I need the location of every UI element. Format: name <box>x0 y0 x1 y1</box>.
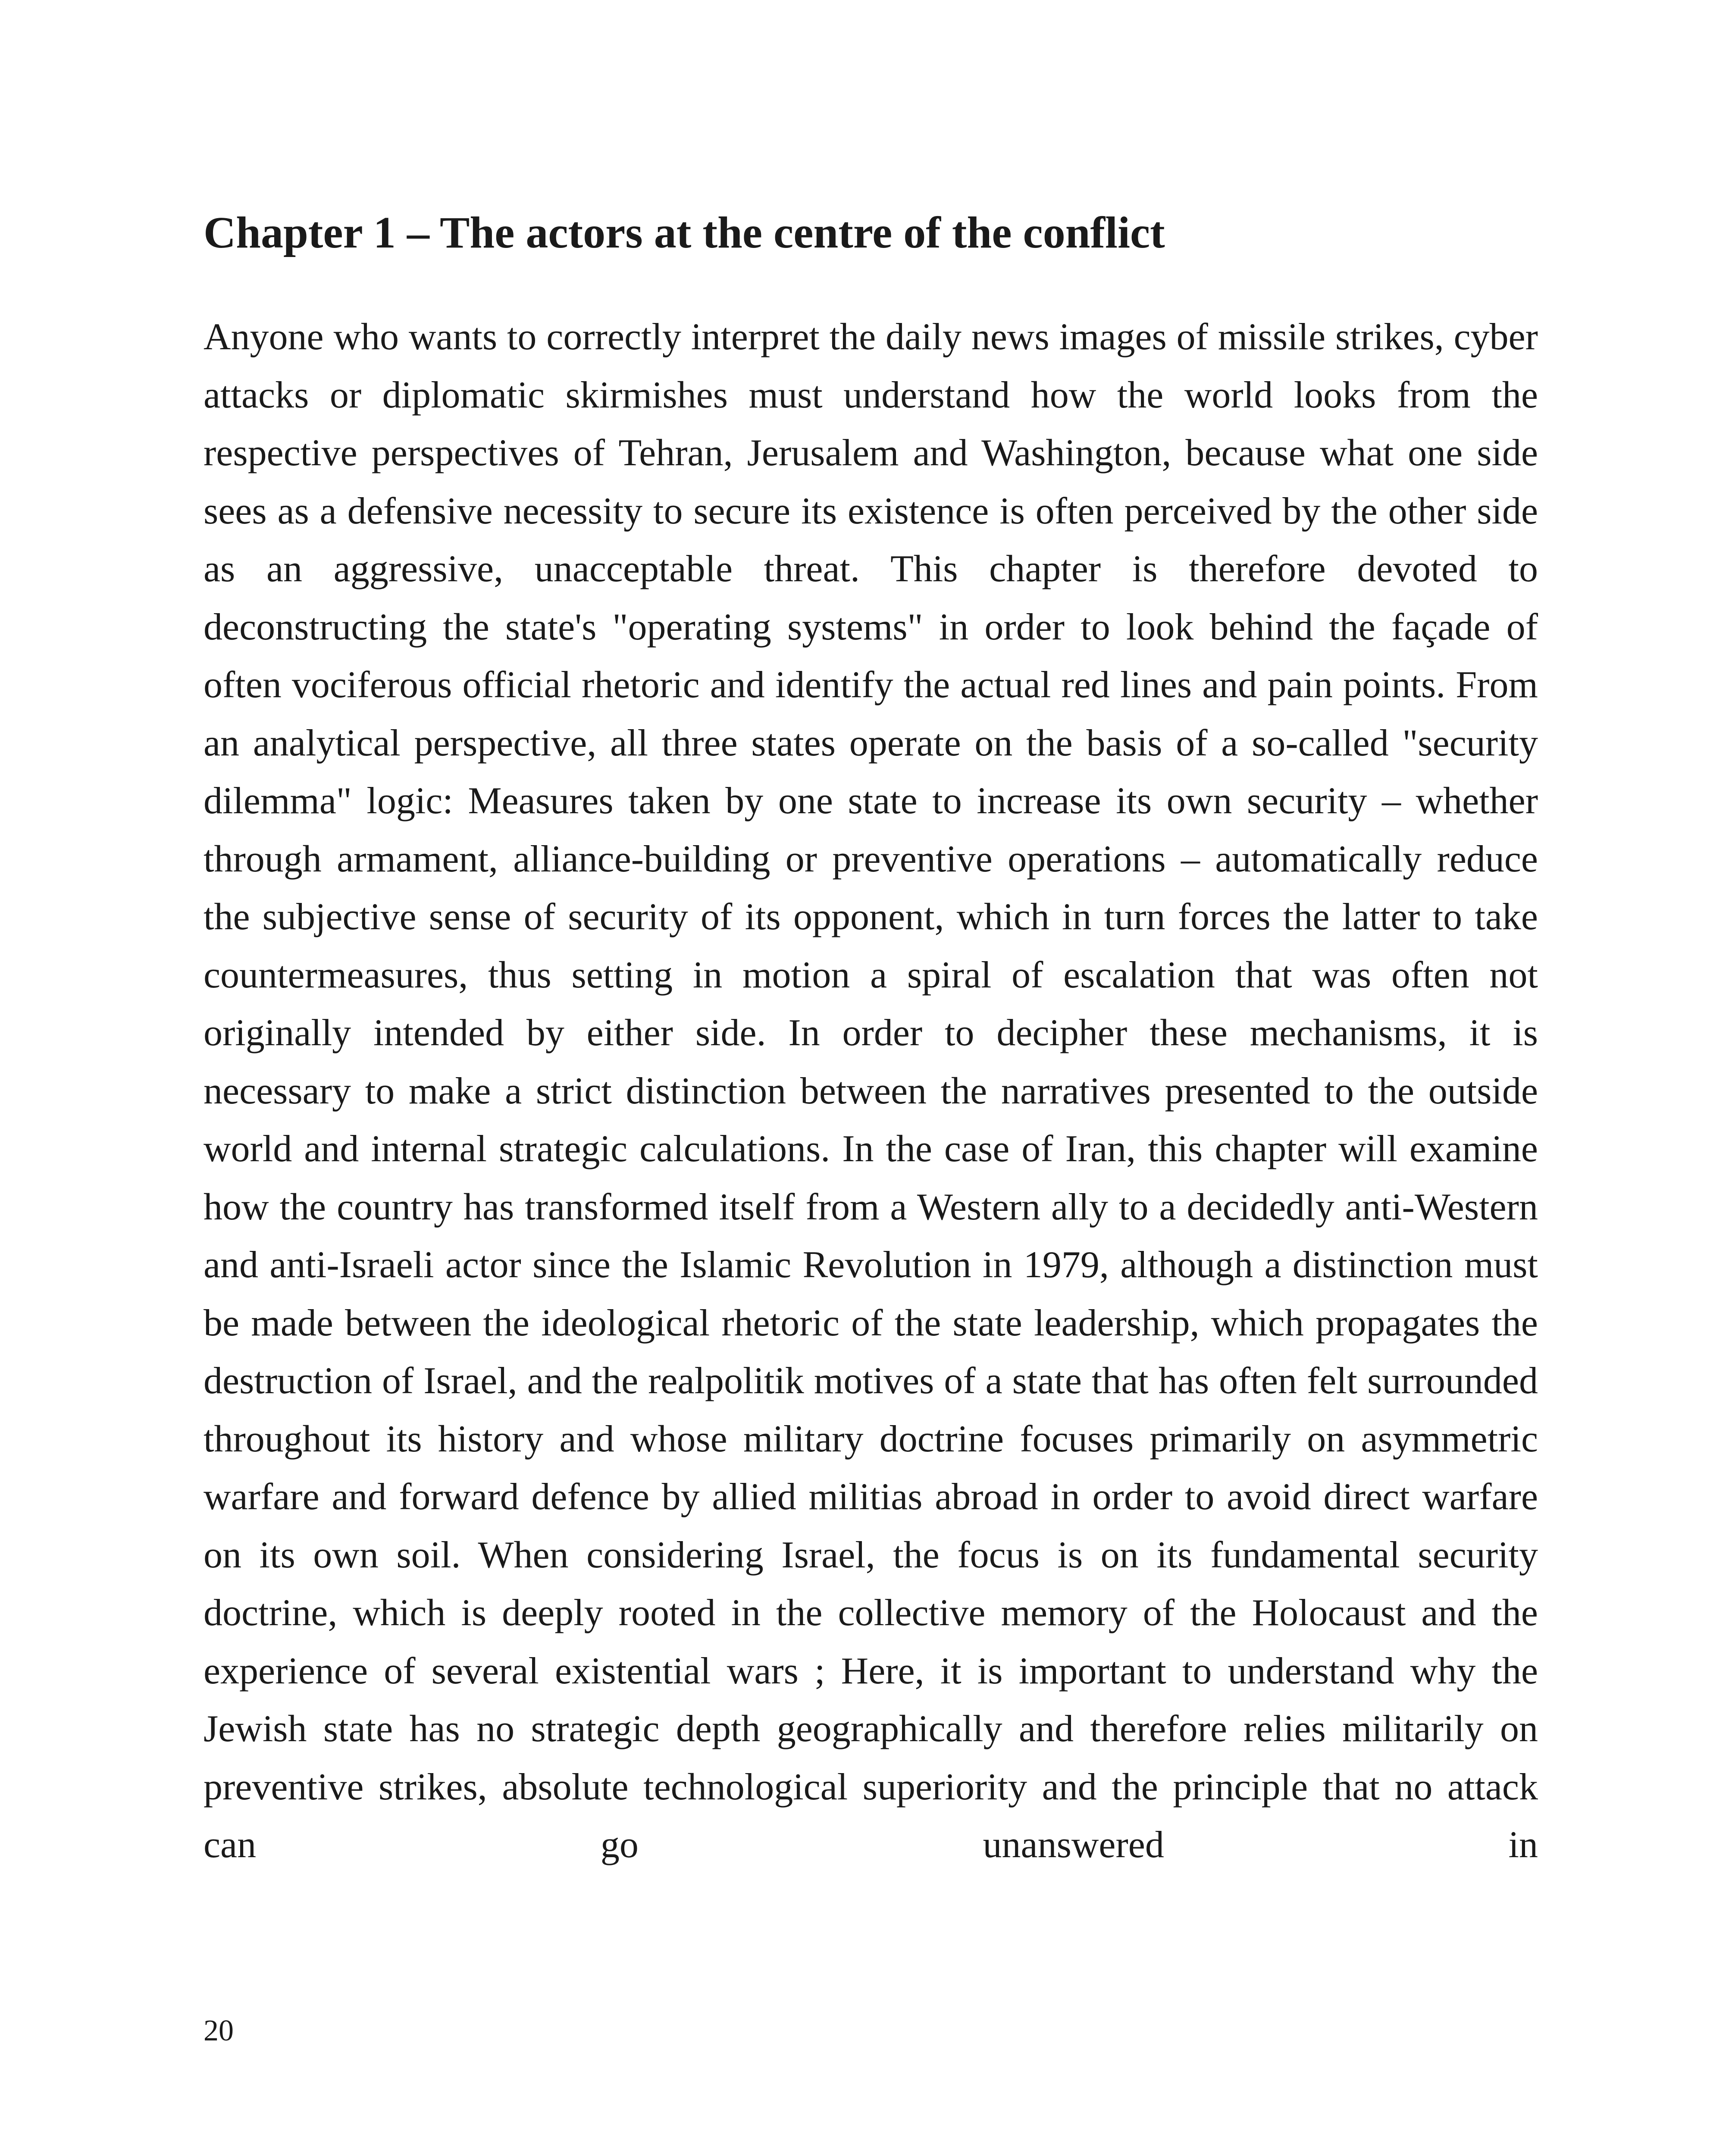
chapter-title: Chapter 1 – The actors at the centre of the conflict <box>204 208 1165 257</box>
page-number: 20 <box>204 2014 234 2047</box>
body-paragraph: Anyone who wants to correctly interpret the daily news images of missile strikes, cyber attacks or diplomatic skirmishes must understand how the world looks from the respective perspectives of Tehran, Jerusalem and Washington, because what one side sees as a defensive necessity to secure its existence is often perceived by the other side as an aggressive, unacceptable threat. This chapter is therefore devoted to deconstructing the state's "operating systems" in order to look behind the façade of often vociferous official rhetoric and identify the actual red lines and pain points. From an analytical perspective, all three states operate on the basis of a so-called "security dilemma" logic: Measures taken by one state to increase its own security – whether through armament, alliance-building or preventive operations – automatically reduce the subjective sense of security of its opponent, which in turn forces the latter to take countermeasures, thus setting in motion a spiral of escalation that was often not originally intended by either side. In order to decipher these mechanisms, it is necessary to make a strict distinction between the narratives presented to the outside world and internal strategic calculations. In the case of Iran, this chapter will examine how the country has transformed itself from a Western ally to a decidedly anti-Western and anti-Israeli actor since the Islamic Revolution in 1979, although a distinction must be made between the ideological rhetoric of the state leadership, which propagates the destruction of Israel, and the realpolitik motives of a state that has often felt surrounded throughout its history and whose military doctrine focuses primarily on asymmetric warfare and forward defence by allied militias abroad in order to avoid direct warfare on its own soil. When considering Israel, the focus is on its fundamental security doctrine, which is deeply rooted in the collective memory of the Holocaust and the experience of several existential wars ; Here, it is important to understand why the Jewish state has no strategic depth geographically and therefore relies militarily on preventive strikes, absolute technological superiority and the principle that no attack can go unanswered in <box>204 316 1538 1866</box>
